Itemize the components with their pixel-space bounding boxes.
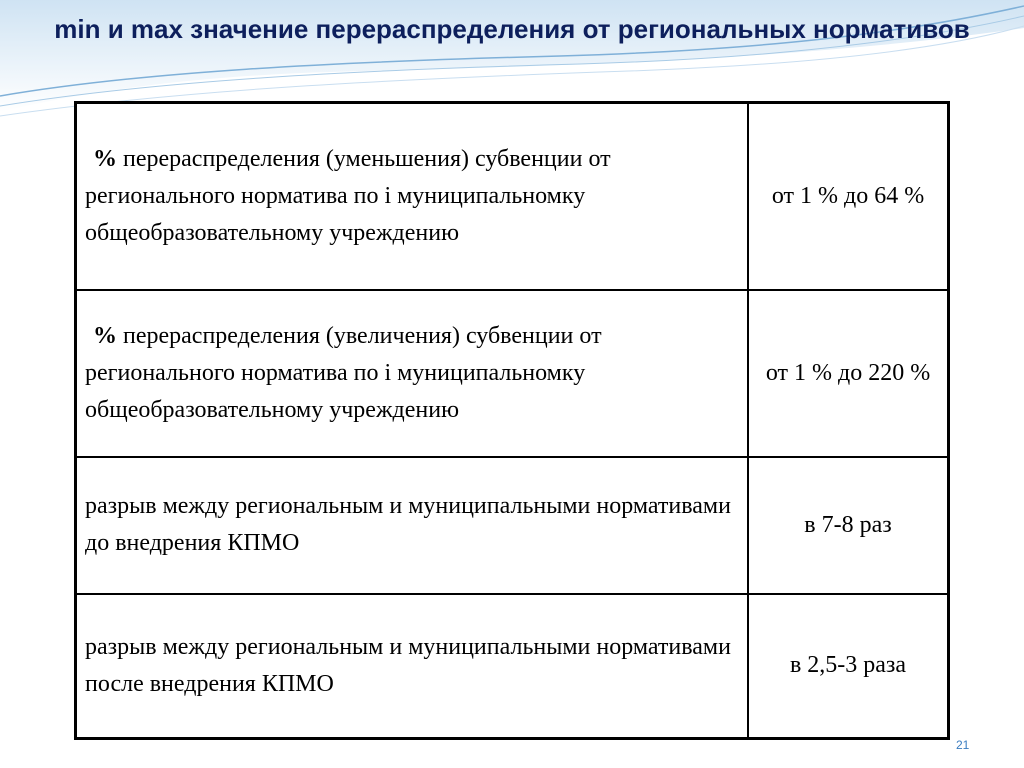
- percent-symbol: %: [93, 145, 117, 172]
- table-row: [76, 457, 949, 594]
- table-row: [76, 594, 949, 739]
- slide-number: 21: [956, 738, 970, 752]
- table-row: [76, 290, 949, 457]
- row-description: перераспределения (уменьшения) субвенции от регионального норматива по i муниципальномку общеобразовательному учреждению: [85, 145, 611, 246]
- row-description-cell: [76, 290, 749, 457]
- normatives-table: [74, 101, 950, 740]
- row-description: разрыв между региональным и муниципальными нормативами после внедрения КПМО: [85, 633, 731, 697]
- row-description-cell: [76, 103, 749, 290]
- row-value: от 1 % до 64 %: [748, 103, 949, 290]
- slide-title: min и max значение перераспределения от региональных нормативов: [54, 14, 970, 44]
- row-description-cell: [76, 594, 749, 739]
- percent-symbol: %: [93, 322, 117, 349]
- row-value: в 2,5-3 раза: [748, 594, 949, 739]
- row-description-cell: [76, 457, 749, 594]
- row-value: в 7-8 раз: [748, 457, 949, 594]
- table-row: [76, 103, 949, 290]
- row-description: разрыв между региональным и муниципальными нормативами до внедрения КПМО: [85, 493, 731, 556]
- row-description: перераспределения (увеличения) субвенции от регионального норматива по i муниципальномку общеобразовательному учреждению: [85, 322, 602, 423]
- row-value: от 1 % до 220 %: [748, 290, 949, 457]
